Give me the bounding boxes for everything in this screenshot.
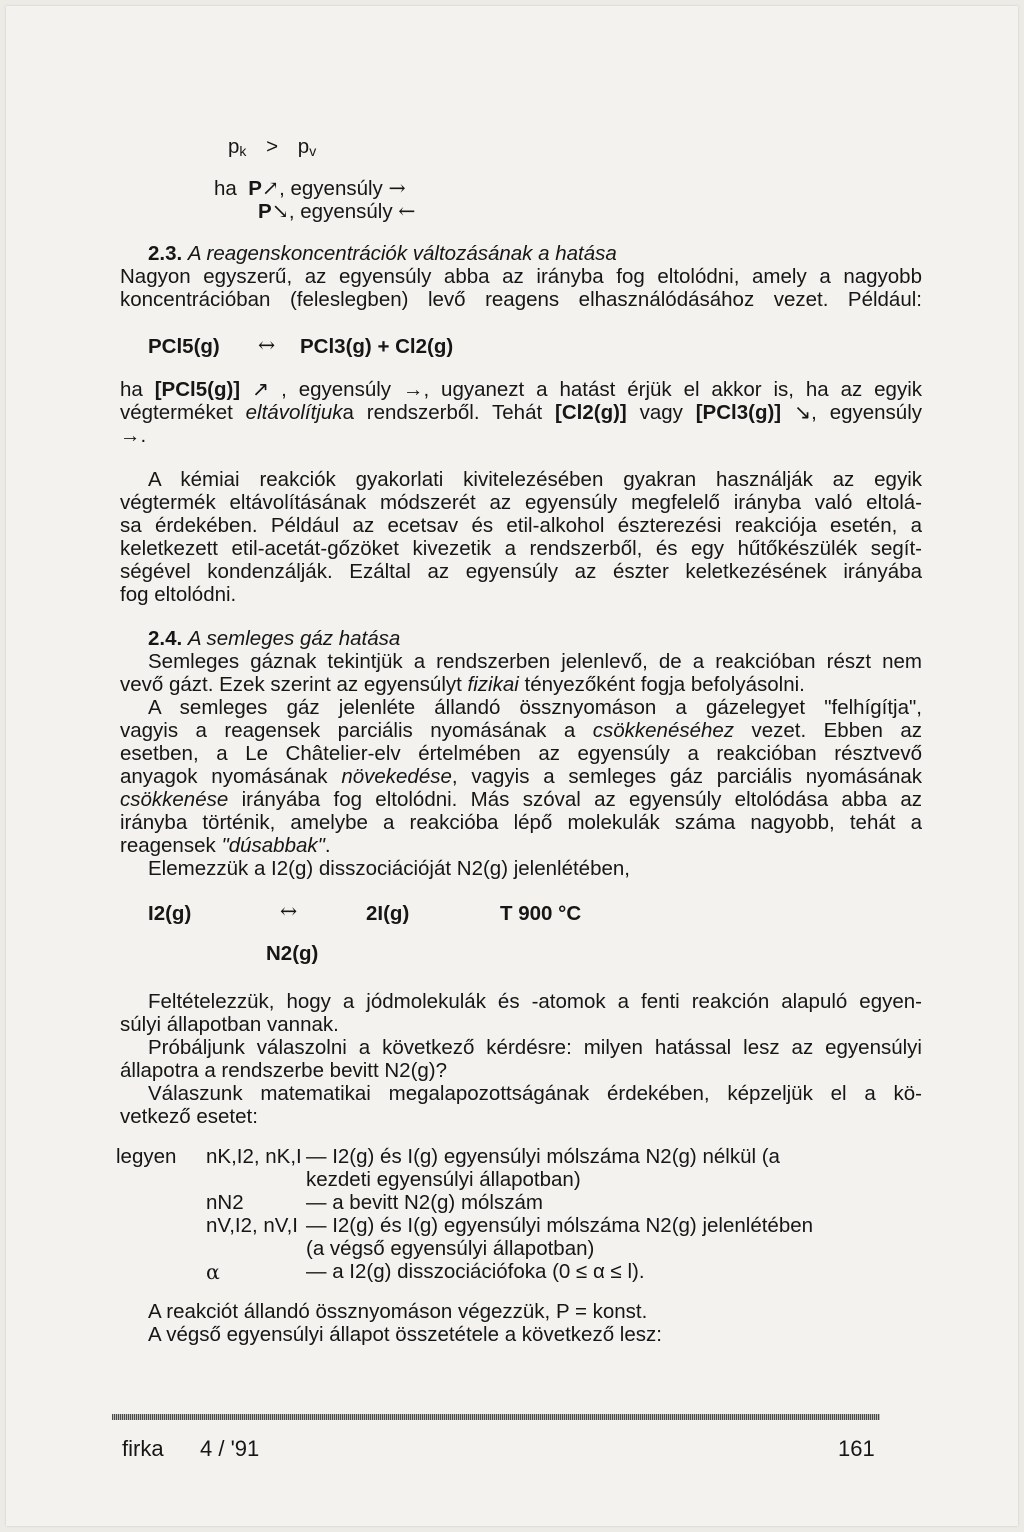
definition-symbol: nK,I2, nK,I bbox=[206, 1145, 302, 1168]
paragraph-line: ha [PCl5(g)] ↗ , egyensúly →, ugyanezt a hatást érjük el akkor is, ha az egyik bbox=[120, 378, 923, 401]
paragraph-line: keletkezett etil-acetát-gőzöket kivezetik a rendszerből, és egy hűtőkészülék segít- bbox=[120, 537, 922, 560]
definition-symbol: nN2 bbox=[206, 1191, 244, 1214]
paragraph-line: irányba történik, amelybe a reakcióba lépő molekulák száma nagyobb, tehát a bbox=[120, 811, 922, 834]
pressure-rule-1: ha P↗, egyensúly → bbox=[214, 176, 406, 200]
paragraph-line: anyagok nyomásának növekedése, vagyis a semleges gáz parciális nyomásának bbox=[120, 765, 922, 788]
equation-pcl5-right: PCl3(g) + Cl2(g) bbox=[300, 335, 454, 358]
paragraph-line: sa érdekében. Például az ecetsav és etil-alkohol észterezési reakciója esetén, a bbox=[120, 514, 922, 537]
paragraph-line: fog eltolódni. bbox=[120, 583, 237, 606]
paragraph-line: A kémiai reakciók gyakorlati kivitelezésében gyakran használják az egyik bbox=[148, 468, 922, 491]
section-heading-2-3: 2.3. A reagenskoncentrációk változásának a hatása bbox=[148, 242, 617, 265]
paragraph-line: állapotra a rendszerbe bevitt N2(g)? bbox=[120, 1059, 448, 1082]
footer-rule bbox=[112, 1414, 880, 1420]
paragraph-line: csökkenése irányába fog eltolódni. Más szóval az egyensúly eltolódása abba az bbox=[120, 788, 922, 811]
footer-journal: firka bbox=[122, 1436, 164, 1461]
footer-issue: 4 / '91 bbox=[200, 1436, 260, 1461]
paragraph-line: vetkező esetet: bbox=[120, 1105, 258, 1128]
paragraph-line: Semleges gáznak tekintjük a rendszerben jelenlevő, de a reakcióban részt nem bbox=[148, 650, 922, 673]
paragraph-line: ségével kondenzálják. Ezáltal az egyensúly az észter keletkezésének irányába bbox=[120, 560, 922, 583]
paragraph-line: reagensek "dúsabbak". bbox=[120, 834, 331, 857]
definition-text: — I2(g) és I(g) egyensúlyi mólszáma N2(g) nélkül (a bbox=[306, 1145, 780, 1168]
section-heading-2-4: 2.4. A semleges gáz hatása bbox=[148, 627, 401, 650]
definition-symbol: α bbox=[206, 1260, 220, 1284]
paragraph-line: Elemezzük a I2(g) disszociációját N2(g) jelenlétében, bbox=[148, 857, 630, 880]
paragraph-line: Válaszunk matematikai megalapozottságának érdekében, képzeljük el a kö- bbox=[148, 1082, 922, 1105]
equation-pcl5-left: PCl5(g) bbox=[148, 335, 220, 358]
definition-intro: legyen bbox=[116, 1145, 177, 1168]
pressure-rule-2: P↘, egyensúly ← bbox=[258, 199, 416, 223]
paragraph-line: Feltételezzük, hogy a jódmolekulák és -atomok a fenti reakción alapuló egyen- bbox=[148, 990, 922, 1013]
paragraph-line: Próbáljunk válaszolni a következő kérdésre: milyen hatással lesz az egyensúlyi bbox=[148, 1036, 922, 1059]
arrow-right-icon: → bbox=[388, 176, 406, 200]
definition-text: (a végső egyensúlyi állapotban) bbox=[306, 1237, 595, 1260]
page-number: 161 bbox=[838, 1436, 875, 1461]
arrow-down-icon: ↘ bbox=[271, 199, 289, 223]
paragraph-line: vevő gázt. Ezek szerint az egyensúlyt fizikai tényezőként fogja befolyásolni. bbox=[120, 673, 805, 696]
paragraph-line: →. bbox=[120, 424, 147, 447]
paragraph-line: vagyis a reagensek parciális nyomásának a csökkenéséhez vezet. Ebben az bbox=[120, 719, 922, 742]
paragraph-line: végterméket eltávolítjuka rendszerből. Tehát [Cl2(g)] vagy [PCl3(g)] ↘, egyensúly bbox=[120, 401, 922, 424]
paragraph-line: A reakciót állandó össznyomáson végezzük, P = konst. bbox=[148, 1300, 648, 1323]
equilibrium-arrow-icon: ↔ bbox=[280, 899, 298, 923]
paragraph-line: végtermék eltávolításának módszerét az egyensúly megfelelő irányba való eltolá- bbox=[120, 491, 922, 514]
arrow-up-icon: ↗ bbox=[261, 176, 280, 200]
paragraph-line: koncentrációban (feleslegben) levő reagens elhasználódásához vezet. Például: bbox=[120, 288, 922, 311]
definition-text: — I2(g) és I(g) egyensúlyi mólszáma N2(g) jelenlétében bbox=[306, 1214, 814, 1237]
equilibrium-arrow-icon: ↔ bbox=[258, 333, 276, 357]
equation-temperature: T 900 °C bbox=[500, 902, 582, 925]
equation-n2: N2(g) bbox=[266, 942, 319, 965]
equation-i2-right: 2I(g) bbox=[366, 902, 410, 925]
paragraph-line: esetben, a Le Châtelier-elv értelmében az egyensúly a reakcióban résztvevő bbox=[120, 742, 922, 765]
definition-text: — a bevitt N2(g) mólszám bbox=[306, 1191, 543, 1214]
definition-symbol: nV,I2, nV,I bbox=[206, 1214, 298, 1237]
definition-text: — a I2(g) disszociációfoka (0 ≤ α ≤ l). bbox=[306, 1260, 645, 1283]
arrow-left-icon: ← bbox=[398, 199, 416, 223]
paragraph-line: Nagyon egyszerű, az egyensúly abba az irányba fog eltolódni, amely a nagyobb bbox=[120, 265, 922, 288]
paragraph-line: A semleges gáz jelenléte állandó össznyomáson a gázelegyet "felhígítja", bbox=[148, 696, 922, 719]
paragraph-line: súlyi állapotban vannak. bbox=[120, 1013, 339, 1036]
paragraph-line: A végső egyensúlyi állapot összetétele a következő lesz: bbox=[148, 1323, 662, 1346]
equation-i2-left: I2(g) bbox=[148, 902, 192, 925]
definition-text: kezdeti egyensúlyi állapotban) bbox=[306, 1168, 581, 1191]
pressure-inequality: $p_k > p_v$ bbox=[228, 135, 317, 159]
